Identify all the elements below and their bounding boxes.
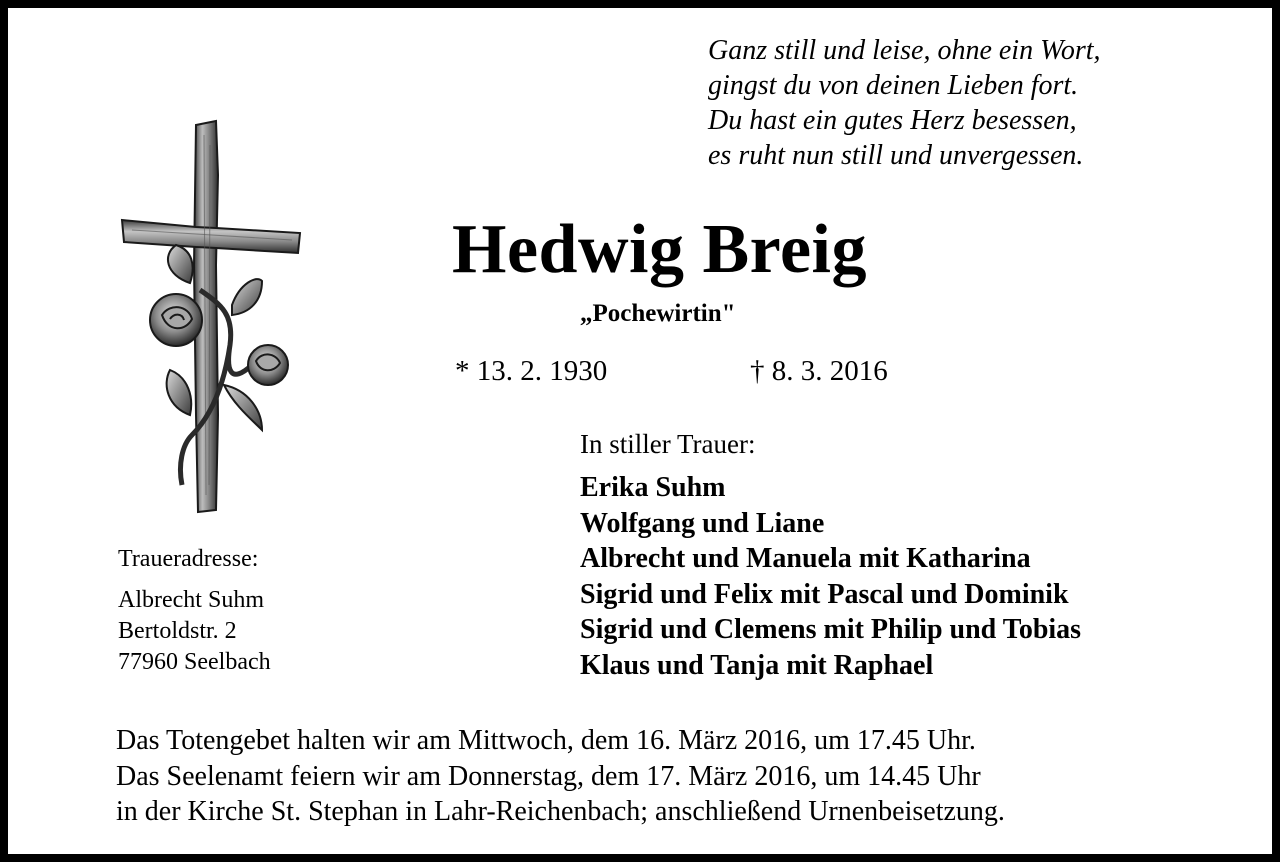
mourning-label: In stiller Trauer: xyxy=(580,429,756,459)
mourner-name: Erika Suhm xyxy=(580,472,726,503)
mourner-name: Sigrid und Felix mit Pascal und Dominik xyxy=(580,578,1069,610)
address-line: Albrecht Suhm xyxy=(118,587,264,613)
service-announcement xyxy=(116,723,1005,830)
mourner-name: Albrecht und Manuela mit Katharina xyxy=(580,543,1031,574)
mourner-name: Klaus und Tanja mit Raphael xyxy=(580,649,934,681)
poem-line: Ganz still und leise, ohne ein Wort, xyxy=(708,35,1101,66)
footer-line: Das Seelenamt feiern wir am Donnerstag, dem 17. März 2016, um 14.45 Uhr xyxy=(116,760,981,792)
mourner-name: Wolfgang und Liane xyxy=(580,507,825,539)
poem-line: es ruht nun still und unvergessen. xyxy=(708,140,1084,171)
address-label: Traueradresse: xyxy=(118,546,259,572)
deceased-name: Hedwig Breig xyxy=(452,211,867,288)
deceased-nickname: „Pochewirtin" xyxy=(580,300,736,327)
poem xyxy=(708,33,1228,173)
address-block xyxy=(118,585,271,678)
mourner-name: Sigrid und Clemens mit Philip und Tobias xyxy=(580,614,1082,645)
address-line: Bertoldstr. 2 xyxy=(118,618,237,644)
footer-line: in der Kirche St. Stephan in Lahr-Reichenbach; anschließend Urnenbeisetzung. xyxy=(116,796,1005,827)
mourners-list xyxy=(580,470,1081,683)
death-date: † 8. 3. 2016 xyxy=(750,355,888,387)
poem-line: gingst du von deinen Lieben fort. xyxy=(708,70,1079,101)
cross-with-roses-icon xyxy=(112,115,308,520)
footer-line: Das Totengebet halten wir am Mittwoch, dem 16. März 2016, um 17.45 Uhr. xyxy=(116,725,976,756)
birth-date: * 13. 2. 1930 xyxy=(455,355,608,387)
address-line: 77960 Seelbach xyxy=(118,649,271,675)
poem-line: Du hast ein gutes Herz besessen, xyxy=(708,105,1077,136)
